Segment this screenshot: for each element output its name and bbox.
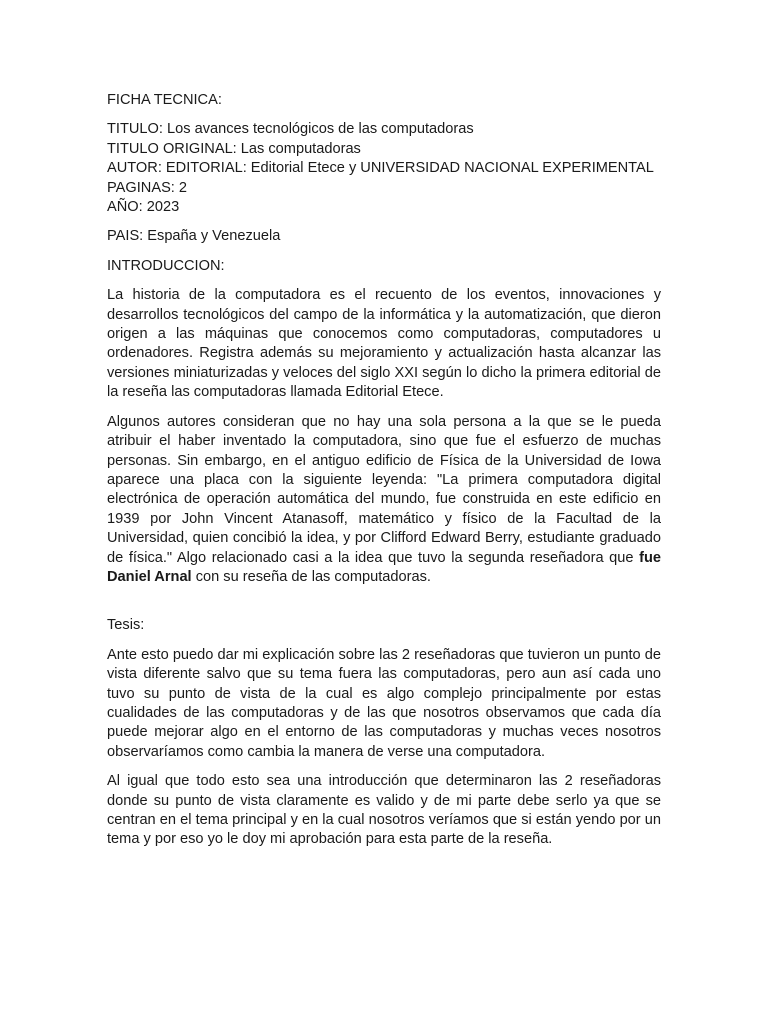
intro-p2-text-before: Algunos autores consideran que no hay una sola persona a la que se le pueda atribuir el haber inventado la computadora, sino que fue el esfuerzo de muchas personas. Sin embargo, en el antiguo edificio de Física de la Universidad de Iowa aparece una placa con la siguiente leyenda: "La primera computadora digital electrónica de operación automática del mundo, fue construida en este edificio en 1939 por John Vincent Atanasoff, matemático y físico de la Facultad de la Universidad, quien concibió la idea, y por Clifford Edward Berry, estudiante graduado de física." Algo relacionado casi a la idea que tuvo la segunda reseñadora que xyxy=(107,413,661,566)
intro-paragraph-1: La historia de la computadora es el recuento de los eventos, innovaciones y desarrollos tecnológicos del campo de la informática y la automatización, que dieron origen a las máquinas que conocemos como computadoras, computadores u ordenadores. Registra además su mejoramiento y actualización hasta alcanzar las versiones miniaturizadas y veloces del siglo XXI según lo dicho la primera editorial de la reseña las computadoras llamada Editorial Etece. xyxy=(107,287,661,401)
info-titulo-original: TITULO ORIGINAL: Las computadoras xyxy=(107,140,361,157)
info-anio: AÑO: 2023 xyxy=(107,199,180,216)
tesis-paragraph-2: Al igual que todo esto sea una introducción que determinaron las 2 reseñadoras donde su punto de vista claramente es valido y de mi parte debe serlo ya que se centran en el tema principal y en la cual nosotros veríamos que si están yendo por un tema y por eso yo le doy mi aprobación para esta parte de la reseña. xyxy=(107,773,661,848)
info-titulo: TITULO: Los avances tecnológicos de las computadoras xyxy=(107,121,474,138)
info-autor: AUTOR: EDITORIAL: Editorial Etece y UNIVERSIDAD NACIONAL EXPERIMENTAL xyxy=(107,160,654,177)
info-pais: PAIS: España y Venezuela xyxy=(107,228,281,245)
intro-p2-text-after: con su reseña de las computadoras. xyxy=(195,568,431,585)
info-block xyxy=(107,120,661,217)
ficha-tecnica-heading: FICHA TECNICA: xyxy=(107,92,222,108)
tesis-paragraph-1: Ante esto puedo dar mi explicación sobre las 2 reseñadoras que tuvieron un punto de vista diferente salvo que su tema fuera las computadoras, pero aun así cada uno tuvo su punto de vista de la cual es algo complejo principalmente por estas cualidades de las computadoras y de las que nosotros observamos que cada día puede mejorar algo en el entorno de las computadoras y muchas veces nosotros observaríamos como cambia la manera de verse una computadora. xyxy=(107,646,661,760)
intro-p2-bold-text: fue Daniel Arnal xyxy=(107,549,661,585)
info-paginas: PAGINAS: 2 xyxy=(107,179,188,196)
tesis-heading: Tesis: xyxy=(107,617,145,634)
introduccion-heading: INTRODUCCION: xyxy=(107,257,225,274)
intro-paragraph-2 xyxy=(107,413,661,588)
